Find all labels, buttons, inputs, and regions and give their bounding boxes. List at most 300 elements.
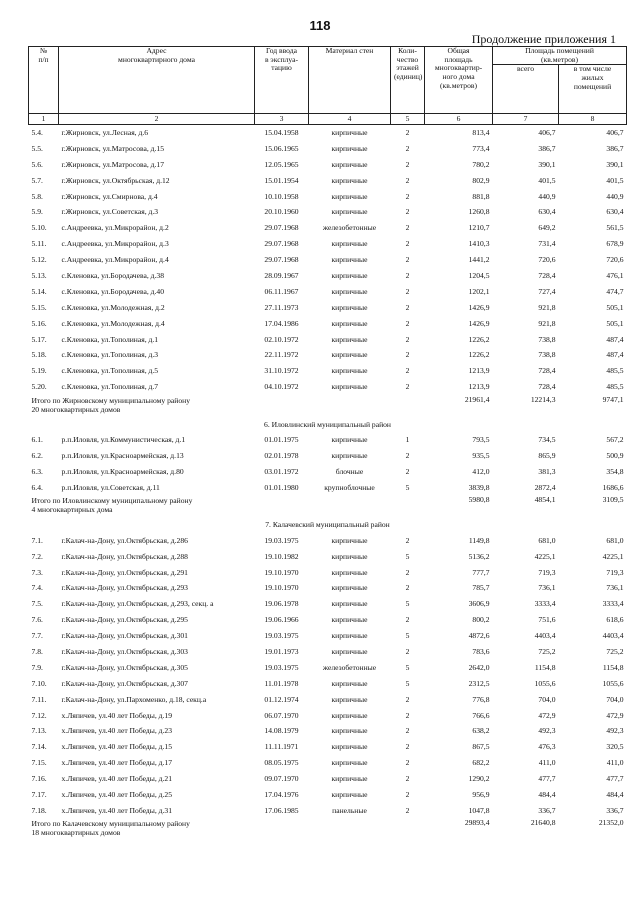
cell-mat: кирпичные (331, 551, 368, 561)
header-total-area: Общая площадь многоквартир- ного дома (кв.метров) (425, 47, 493, 114)
cell-addr: г.Жирновск, ул.Матросова, д.15 (61, 143, 165, 153)
cell-area: 1426,9 (468, 318, 490, 328)
cell-n: 7.1. (31, 535, 43, 545)
cell-fl: 2 (405, 271, 410, 281)
cell-total: 476,3 (538, 742, 556, 752)
cell-fl: 2 (405, 286, 410, 296)
cell-area: 5136,2 (468, 551, 490, 561)
total-row (29, 819, 627, 841)
cell-total: 401,5 (538, 175, 556, 185)
cell-area: 785,7 (472, 583, 490, 593)
cell-area: 1290,2 (468, 774, 490, 784)
cell-area: 777,7 (472, 567, 490, 577)
cell-addr: с.Кленовка, ул.Тополиная, д.3 (61, 350, 159, 360)
cell-fl: 2 (405, 535, 410, 545)
cell-total: 492,3 (538, 726, 556, 736)
cell-addr: с.Кленовка, ул.Молодежная, д.2 (61, 302, 165, 312)
table-row (29, 221, 627, 237)
district-title: 7. Калачевский муниципальный район (265, 520, 390, 530)
cell-n: 7.17. (31, 789, 47, 799)
cell-year: 02.10.1972 (264, 334, 299, 344)
cell-addr: с.Кленовка, ул.Тополиная, д.1 (61, 334, 159, 344)
cell-area: 783,6 (472, 646, 490, 656)
cell-fl: 1 (405, 435, 410, 445)
cell-area: 3839,8 (468, 482, 490, 492)
cell-addr: г.Калач-на-Дону, ул.Октябрьская, д.286 (61, 535, 188, 545)
cell-res: 704,0 (606, 694, 624, 704)
header-premises-area: Площадь помещений (кв.метров) (493, 47, 627, 65)
cell-n: 5.16. (31, 318, 47, 328)
cell-year: 02.01.1978 (264, 451, 299, 461)
cell-addr: х.Ляпичев, ул.40 лет Победы, д.21 (61, 774, 172, 784)
cell-total: 719,3 (538, 567, 556, 577)
cell-area: 1213,9 (468, 382, 490, 392)
cell-area: 793,5 (472, 435, 490, 445)
cell-total: 4403,4 (534, 631, 556, 641)
cell-addr: г.Калач-на-Дону, ул.Октябрьская, д.305 (61, 662, 188, 672)
cell-n: 7.6. (31, 615, 43, 625)
cell-fl: 5 (405, 599, 410, 609)
cell-area: 3606,9 (468, 599, 490, 609)
cell-mat: кирпичные (331, 631, 368, 641)
cell-mat: кирпичные (331, 435, 368, 445)
cell-res: 492,3 (606, 726, 624, 736)
cell-addr: г.Калач-на-Дону, ул.Октябрьская, д.303 (61, 646, 188, 656)
cell-mat: кирпичные (331, 318, 368, 328)
cell-mat: кирпичные (331, 774, 368, 784)
cell-res: 386,7 (606, 143, 624, 153)
cell-area: 1149,8 (468, 535, 490, 545)
cell-fl: 2 (405, 318, 410, 328)
cell-n: 7.3. (31, 567, 43, 577)
cell-area: 776,8 (472, 694, 490, 704)
cell-fl: 2 (405, 128, 410, 138)
cell-mat: кирпичные (331, 255, 368, 265)
cell-n: 5.19. (31, 366, 47, 376)
cell-total: 725,2 (538, 646, 556, 656)
table-row (29, 480, 627, 496)
page-number: 118 (309, 18, 331, 33)
cell-mat: кирпичные (331, 366, 368, 376)
cell-area: 766,6 (472, 710, 490, 720)
cell-total: 386,7 (538, 143, 556, 153)
cell-area: 773,4 (472, 143, 490, 153)
cell-mat: кирпичные (331, 583, 368, 593)
column-number: 5 (391, 114, 425, 125)
column-number-row (29, 114, 627, 125)
cell-mat: кирпичные (331, 599, 368, 609)
cell-n: 7.14. (31, 742, 47, 752)
cell-n: 7.11. (31, 694, 47, 704)
cell-fl: 2 (405, 583, 410, 593)
cell-year: 06.07.1970 (264, 710, 299, 720)
cell-addr: с.Кленовка, ул.Тополиная, д.7 (61, 382, 159, 392)
cell-year: 01.01.1980 (264, 482, 299, 492)
cell-total: 3333,4 (534, 599, 556, 609)
cell-year: 19.06.1966 (264, 615, 299, 625)
column-number: 2 (59, 114, 255, 125)
cell-area: 1226,2 (468, 350, 490, 360)
cell-fl: 2 (405, 774, 410, 784)
cell-res: 1154,8 (602, 662, 624, 672)
cell-area: 1260,8 (468, 207, 490, 217)
table-row (29, 433, 627, 449)
cell-total: 921,8 (538, 302, 556, 312)
cell-year: 01.12.1974 (264, 694, 299, 704)
table-row (29, 268, 627, 284)
header-address: Адрес многоквартирного дома (59, 47, 255, 114)
cell-year: 27.11.1973 (264, 302, 299, 312)
table-row (29, 533, 627, 549)
cell-mat: кирпичные (331, 451, 368, 461)
table-row (29, 772, 627, 788)
cell-fl: 2 (405, 239, 410, 249)
header-floors: Коли- чество этажей (единиц) (391, 47, 425, 114)
cell-res: 500,9 (606, 451, 624, 461)
cell-n: 5.15. (31, 302, 47, 312)
cell-res: 681,0 (606, 535, 624, 545)
cell-total: 1055,6 (534, 678, 556, 688)
cell-year: 17.04.1986 (264, 318, 299, 328)
table-row (29, 581, 627, 597)
cell-res: 3333,4 (602, 599, 624, 609)
cell-year: 15.04.1958 (264, 128, 299, 138)
cell-fl: 5 (405, 482, 410, 492)
cell-res: 411,0 (606, 758, 624, 768)
cell-total: 681,0 (538, 535, 556, 545)
cell-mat: блочные (335, 466, 364, 476)
table-row (29, 756, 627, 772)
cell-addr: с.Кленовка, ул.Бородачева, д.38 (61, 271, 164, 281)
table-row (29, 380, 627, 396)
cell-year: 19.10.1982 (264, 551, 299, 561)
total-row (29, 396, 627, 418)
cell-total: 865,9 (538, 451, 556, 461)
column-number: 1 (29, 114, 59, 125)
table-row (29, 464, 627, 480)
cell-year: 31.10.1972 (264, 366, 299, 376)
cell-area: 1204,5 (468, 271, 490, 281)
cell-area: 1213,9 (468, 366, 490, 376)
cell-area: 412,0 (472, 466, 490, 476)
cell-year: 19.06.1978 (264, 599, 299, 609)
cell-n: 5.14. (31, 286, 47, 296)
cell-area: 813,4 (472, 128, 490, 138)
cell-addr: р.п.Иловля, ул.Коммунистическая, д.1 (61, 435, 186, 445)
table-body (29, 125, 627, 841)
cell-res: 336,7 (606, 805, 624, 815)
cell-res: 736,1 (606, 583, 624, 593)
cell-area: 1441,2 (468, 255, 490, 265)
cell-mat: крупноблочные (324, 482, 375, 492)
cell-addr: с.Андреевка, ул.Микрорайон, д.2 (61, 223, 169, 233)
cell-res: 476,1 (606, 271, 624, 281)
cell-area: 1426,9 (468, 302, 490, 312)
cell-area: 2642,0 (468, 662, 490, 672)
cell-addr: с.Кленовка, ул.Бородачева, д.40 (61, 286, 164, 296)
cell-res: 320,5 (606, 742, 624, 752)
total-total: 21640,8 (530, 819, 556, 828)
table-row (29, 628, 627, 644)
total-area: 29893,4 (464, 819, 490, 828)
cell-addr: г.Калач-на-Дону, ул.Пархоменко, д.18, секц.а (61, 694, 207, 704)
cell-n: 7.8. (31, 646, 43, 656)
cell-fl: 2 (405, 466, 410, 476)
cell-year: 10.10.1958 (264, 191, 299, 201)
cell-total: 477,7 (538, 774, 556, 784)
header-year: Год ввода в эксплуа- тацию (255, 47, 309, 114)
cell-res: 4225,1 (602, 551, 624, 561)
cell-n: 7.7. (31, 631, 43, 641)
cell-mat: кирпичные (331, 694, 368, 704)
cell-res: 390,1 (606, 159, 624, 169)
cell-n: 6.3. (31, 466, 43, 476)
cell-n: 5.12. (31, 255, 47, 265)
cell-year: 20.10.1960 (264, 207, 299, 217)
table-row (29, 205, 627, 221)
cell-addr: г.Калач-на-Дону, ул.Октябрьская, д.307 (61, 678, 188, 688)
cell-fl: 2 (405, 366, 410, 376)
cell-addr: р.п.Иловля, ул.Красноармейская, д.80 (61, 466, 184, 476)
cell-addr: с.Кленовка, ул.Молодежная, д.4 (61, 318, 165, 328)
cell-mat: кирпичные (331, 758, 368, 768)
cell-fl: 2 (405, 175, 410, 185)
cell-total: 649,2 (538, 223, 556, 233)
cell-addr: с.Андреевка, ул.Микрорайон, д.4 (61, 255, 169, 265)
cell-fl: 2 (405, 646, 410, 656)
cell-res: 618,6 (606, 615, 624, 625)
cell-fl: 2 (405, 334, 410, 344)
cell-total: 728,4 (538, 382, 556, 392)
cell-area: 4872,6 (468, 631, 490, 641)
table-row (29, 448, 627, 464)
cell-year: 14.08.1979 (264, 726, 299, 736)
cell-addr: х.Ляпичев, ул.40 лет Победы, д.31 (61, 805, 172, 815)
cell-fl: 2 (405, 207, 410, 217)
cell-n: 5.5. (31, 143, 43, 153)
cell-total: 738,8 (538, 334, 556, 344)
cell-addr: г.Жирновск, ул.Октябрьская, д.12 (61, 175, 170, 185)
cell-area: 881,8 (472, 191, 490, 201)
cell-addr: с.Андреевка, ул.Микрорайон, д.3 (61, 239, 169, 249)
cell-fl: 2 (405, 350, 410, 360)
cell-total: 411,0 (538, 758, 556, 768)
cell-year: 19.03.1975 (264, 662, 299, 672)
apartment-buildings-table (28, 46, 627, 841)
cell-addr: г.Калач-на-Дону, ул.Октябрьская, д.291 (61, 567, 188, 577)
cell-area: 638,2 (472, 726, 490, 736)
cell-res: 505,1 (606, 302, 624, 312)
table-row (29, 597, 627, 613)
table-row (29, 740, 627, 756)
cell-mat: кирпичные (331, 302, 368, 312)
cell-fl: 2 (405, 223, 410, 233)
cell-addr: г.Калач-на-Дону, ул.Октябрьская, д.301 (61, 631, 188, 641)
cell-n: 5.7. (31, 175, 43, 185)
cell-n: 5.13. (31, 271, 47, 281)
cell-mat: кирпичные (331, 382, 368, 392)
cell-year: 29.07.1968 (264, 223, 299, 233)
cell-fl: 2 (405, 805, 410, 815)
table-row (29, 237, 627, 253)
cell-n: 7.13. (31, 726, 47, 736)
cell-area: 1202,1 (468, 286, 490, 296)
total-res: 9747,1 (602, 395, 624, 404)
cell-res: 487,4 (606, 350, 624, 360)
cell-fl: 2 (405, 567, 410, 577)
column-number: 7 (493, 114, 559, 125)
cell-n: 7.4. (31, 583, 43, 593)
cell-mat: кирпичные (331, 271, 368, 281)
cell-year: 11.11.1971 (264, 742, 299, 752)
table-row (29, 692, 627, 708)
cell-res: 567,2 (606, 435, 624, 445)
cell-n: 5.17. (31, 334, 47, 344)
cell-year: 22.11.1972 (264, 350, 299, 360)
header-wall-material: Материал стен (309, 47, 391, 114)
cell-total: 736,1 (538, 583, 556, 593)
cell-total: 390,1 (538, 159, 556, 169)
table-row (29, 157, 627, 173)
cell-area: 1410,3 (468, 239, 490, 249)
total-row (29, 496, 627, 518)
cell-addr: р.п.Иловля, ул.Советская, д.11 (61, 482, 160, 492)
total-area: 21961,4 (464, 395, 490, 404)
cell-res: 472,9 (606, 710, 624, 720)
cell-mat: кирпичные (331, 191, 368, 201)
cell-mat: кирпичные (331, 175, 368, 185)
table-row (29, 300, 627, 316)
table-row (29, 549, 627, 565)
cell-mat: кирпичные (331, 710, 368, 720)
table-row (29, 189, 627, 205)
cell-mat: кирпичные (331, 143, 368, 153)
cell-fl: 2 (405, 191, 410, 201)
cell-fl: 2 (405, 382, 410, 392)
column-number: 8 (559, 114, 627, 125)
cell-total: 727,4 (538, 286, 556, 296)
cell-n: 7.2. (31, 551, 43, 561)
cell-n: 7.15. (31, 758, 47, 768)
cell-area: 1226,2 (468, 334, 490, 344)
cell-res: 474,7 (606, 286, 624, 296)
cell-mat: кирпичные (331, 350, 368, 360)
cell-mat: железобетонные (322, 223, 377, 233)
cell-fl: 2 (405, 710, 410, 720)
cell-total: 381,3 (538, 466, 556, 476)
cell-addr: р.п.Иловля, ул.Красноармейская, д.13 (61, 451, 184, 461)
cell-total: 336,7 (538, 805, 556, 815)
cell-addr: г.Жирновск, ул.Матросова, д.17 (61, 159, 165, 169)
cell-res: 720,6 (606, 255, 624, 265)
district-title: 6. Иловлинский муниципальный район (264, 419, 391, 429)
cell-res: 505,1 (606, 318, 624, 328)
district-header-row (29, 418, 627, 433)
cell-total: 751,6 (538, 615, 556, 625)
cell-year: 15.06.1965 (264, 143, 299, 153)
cell-n: 5.10. (31, 223, 47, 233)
cell-mat: кирпичные (331, 615, 368, 625)
cell-year: 09.07.1970 (264, 774, 299, 784)
table-row (29, 125, 627, 141)
total-res: 3109,5 (602, 496, 624, 505)
cell-total: 4225,1 (534, 551, 556, 561)
cell-n: 7.9. (31, 662, 43, 672)
cell-mat: кирпичные (331, 678, 368, 688)
cell-res: 401,5 (606, 175, 624, 185)
cell-n: 6.4. (31, 482, 43, 492)
cell-mat: кирпичные (331, 159, 368, 169)
total-label: Итого по Жирновскому муниципальному району 20 многоквартирных домов (31, 395, 190, 414)
cell-area: 2312,5 (468, 678, 490, 688)
table-row (29, 644, 627, 660)
cell-res: 477,7 (606, 774, 624, 784)
cell-fl: 5 (405, 551, 410, 561)
cell-res: 487,4 (606, 334, 624, 344)
cell-res: 1686,6 (602, 482, 624, 492)
cell-mat: кирпичные (331, 334, 368, 344)
cell-mat: кирпичные (331, 646, 368, 656)
table-row (29, 253, 627, 269)
cell-fl: 2 (405, 143, 410, 153)
cell-total: 734,5 (538, 435, 556, 445)
cell-year: 19.10.1970 (264, 567, 299, 577)
cell-fl: 2 (405, 302, 410, 312)
table-row (29, 173, 627, 189)
cell-year: 08.05.1975 (264, 758, 299, 768)
cell-addr: х.Ляпичев, ул.40 лет Победы, д.19 (61, 710, 172, 720)
cell-res: 630,4 (606, 207, 624, 217)
cell-res: 4403,4 (602, 631, 624, 641)
column-number: 6 (425, 114, 493, 125)
cell-n: 5.4. (31, 128, 43, 138)
cell-year: 11.01.1978 (264, 678, 299, 688)
cell-year: 15.01.1954 (264, 175, 299, 185)
cell-n: 7.18. (31, 805, 47, 815)
cell-area: 802,9 (472, 175, 490, 185)
cell-addr: с.Кленовка, ул.Тополиная, д.5 (61, 366, 159, 376)
cell-n: 6.1. (31, 435, 43, 445)
table-row (29, 141, 627, 157)
cell-fl: 2 (405, 255, 410, 265)
cell-res: 719,3 (606, 567, 624, 577)
cell-area: 935,5 (472, 451, 490, 461)
cell-mat: кирпичные (331, 286, 368, 296)
cell-fl: 2 (405, 726, 410, 736)
cell-addr: г.Калач-на-Дону, ул.Октябрьская, д.293, секц. а (61, 599, 214, 609)
cell-year: 03.01.1972 (264, 466, 299, 476)
cell-addr: г.Калач-на-Дону, ул.Октябрьская, д.293 (61, 583, 188, 593)
cell-fl: 5 (405, 631, 410, 641)
cell-fl: 2 (405, 789, 410, 799)
cell-area: 956,9 (472, 789, 490, 799)
cell-total: 720,6 (538, 255, 556, 265)
cell-res: 440,9 (606, 191, 624, 201)
cell-addr: г.Калач-на-Дону, ул.Октябрьская, д.295 (61, 615, 188, 625)
table-row (29, 316, 627, 332)
cell-fl: 2 (405, 742, 410, 752)
cell-total: 731,4 (538, 239, 556, 249)
cell-addr: х.Ляпичев, ул.40 лет Победы, д.25 (61, 789, 172, 799)
cell-year: 17.06.1985 (264, 805, 299, 815)
cell-year: 17.04.1976 (264, 789, 299, 799)
total-res: 21352,0 (598, 819, 624, 828)
cell-year: 19.01.1973 (264, 646, 299, 656)
cell-year: 29.07.1968 (264, 255, 299, 265)
cell-n: 7.10. (31, 678, 47, 688)
cell-total: 630,4 (538, 207, 556, 217)
table-row (29, 724, 627, 740)
